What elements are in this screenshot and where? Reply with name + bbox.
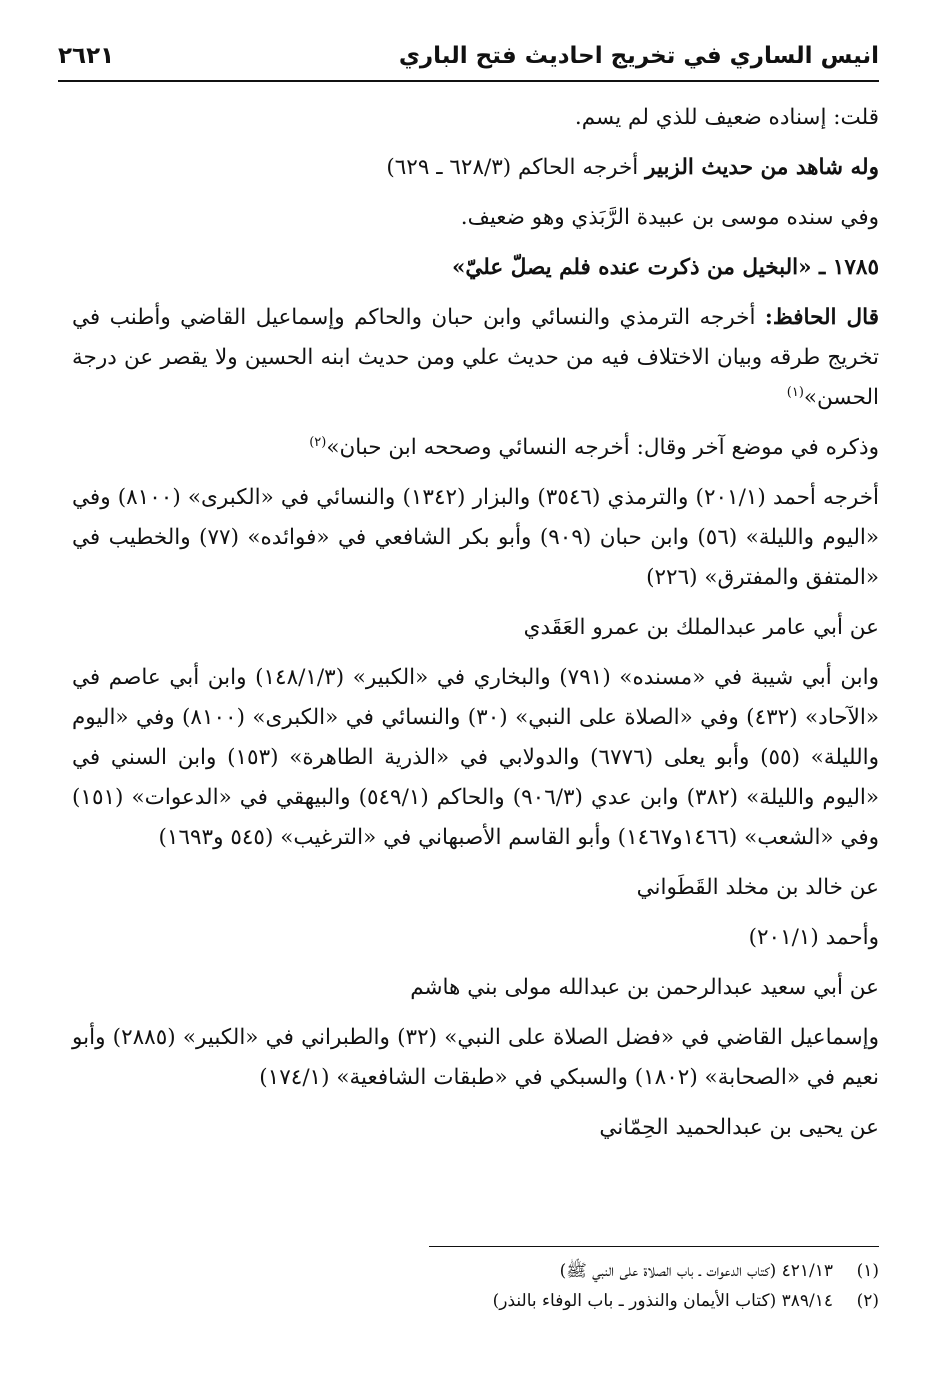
hadith-heading-text: ١٧٨٥ ـ «البخيل من ذكرت عنده فلم يصلّ عليّ» — [451, 255, 879, 280]
page-number: ٢٦٢١ — [58, 43, 115, 69]
paragraph-4 — [72, 298, 879, 418]
footnotes — [72, 1256, 879, 1316]
paragraph-5-text: وذكره في موضع آخر وقال: أخرجه النسائي وصححه ابن حبان» — [326, 435, 879, 460]
footnote-2-text: ٣٨٩/١٤ (كتاب الأيمان والنذور ـ باب الوفاء بالنذر) — [492, 1291, 833, 1311]
paragraph-5 — [72, 428, 879, 468]
running-title: انيس الساري في تخريج احاديث فتح الباري — [398, 43, 879, 69]
footnote-1-text: ٤٢١/١٣ (كتاب الدعوات ـ باب الصلاة على النبي ﷺ) — [559, 1261, 833, 1281]
paragraph-6-text: أخرجه أحمد (٢٠١/١) والترمذي (٣٥٤٦) والبزار (١٣٤٢) والنسائي في «الكبرى» (٨١٠٠) وفي «اليوم والليلة» (٥٦) وابن حبان (٩٠٩) وأبو بكر الشافعي في «فوائده» (٧٧) والخطيب في «المتفق والمفترق» (٢٢٦) — [72, 485, 879, 590]
paragraph-2 — [72, 148, 879, 188]
paragraph-9 — [72, 868, 879, 908]
paragraph-2-bold: وله شاهد من حديث الزبير — [645, 155, 879, 180]
paragraph-1-text: قلت: إسناده ضعيف للذي لم يسم. — [574, 105, 879, 130]
paragraph-6 — [72, 478, 879, 598]
paragraph-1 — [72, 98, 879, 138]
paragraph-12 — [72, 1018, 879, 1098]
paragraph-10 — [72, 918, 879, 958]
main-text — [72, 98, 879, 1158]
paragraph-12-text: وإسماعيل القاضي في «فضل الصلاة على النبي» (٣٢) والطبراني في «الكبير» (٢٨٨٥) وأبو نعيم في «الصحابة» (١٨٠٢) والسبكي في «طبقات الشافعية» (١٧٤/١) — [72, 1025, 879, 1090]
footnote-ref-2: (٢) — [309, 434, 327, 450]
paragraph-3-text: وفي سنده موسى بن عبيدة الرَّبَذي وهو ضعيف. — [460, 205, 879, 230]
header-rule — [58, 80, 879, 82]
footnote-rule — [429, 1246, 879, 1247]
paragraph-10-text: وأحمد (٢٠١/١) — [748, 925, 879, 950]
paragraph-11-text: عن أبي سعيد عبدالرحمن بن عبدالله مولى بني هاشم — [410, 975, 879, 1000]
footnote-2-number: (٢) — [856, 1291, 879, 1311]
paragraph-7-text: عن أبي عامر عبدالملك بن عمرو العَقَدي — [523, 615, 879, 640]
paragraph-13-text: عن يحيى بن عبدالحميد الحِمّاني — [599, 1115, 879, 1140]
paragraph-4-bold: قال الحافظ: — [764, 305, 880, 330]
footnote-1-number: (١) — [856, 1261, 879, 1281]
paragraph-3 — [72, 198, 879, 238]
paragraph-8-text: وابن أبي شيبة في «مسنده» (٧٩١) والبخاري في «الكبير» (١٤٨/١/٣) وابن أبي عاصم في «الآحاد» (٤٣٢) وفي «الصلاة على النبي» (٣٠) والنسائي في «الكبرى» (٨١٠٠) وفي «اليوم والليلة» (٥٥) وأبو يعلى (٦٧٧٦) والدولابي في «الذرية الطاهرة» (١٥٣) وابن السني في «اليوم والليلة» (٣٨٢) وابن عدي (٩٠٦/٣) والحاكم (٥٤٩/١) والبيهقي في «الدعوات» (١٥١) وفي «الشعب» (١٤٦٦و١٤٦٧) وأبو القاسم الأصبهاني في «الترغيب» (٥٤٥ و١٦٩٣) — [72, 665, 880, 850]
footnote-1 — [72, 1256, 879, 1286]
paragraph-7 — [72, 608, 879, 648]
page-header — [58, 34, 879, 78]
paragraph-9-text: عن خالد بن مخلد القَطَواني — [636, 875, 879, 900]
paragraph-8 — [72, 658, 879, 858]
paragraph-2-text: أخرجه الحاكم (٦٢٨/٣ ـ ٦٢٩) — [386, 155, 646, 180]
paragraph-4-text: أخرجه الترمذي والنسائي وابن حبان والحاكم وإسماعيل القاضي وأطنب في تخريج طرقه وبيان الاختلاف فيه من حديث علي ومن حديث ابنه الحسين ولا يقصر عن درجة الحسن» — [72, 305, 879, 410]
footnote-2 — [72, 1286, 879, 1316]
paragraph-11 — [72, 968, 879, 1008]
footnote-ref-1: (١) — [786, 384, 804, 400]
hadith-heading — [72, 248, 879, 288]
paragraph-13 — [72, 1108, 879, 1148]
